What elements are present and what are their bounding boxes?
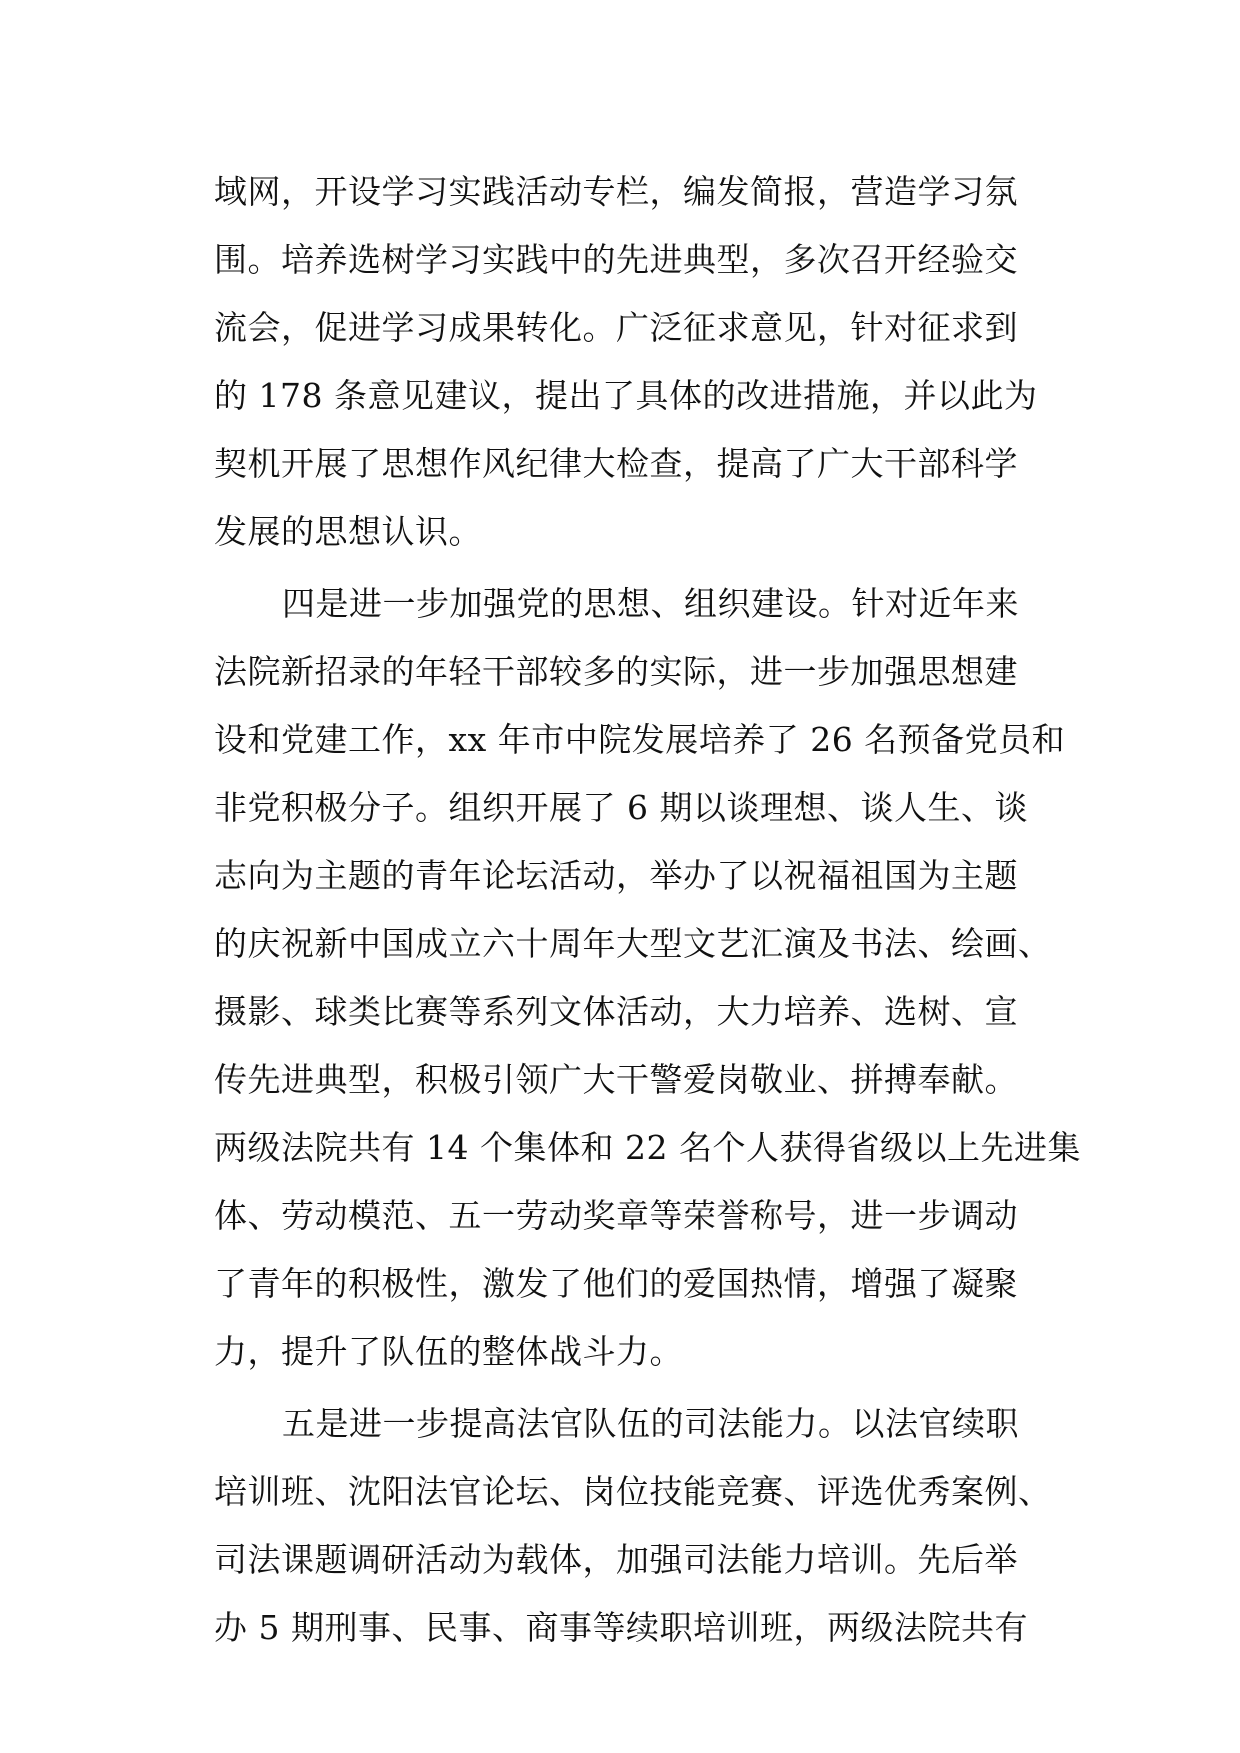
text-line: 摄影、球类比赛等系列文体活动，大力培养、选树、宣 [214,992,1018,1031]
text-line: 的 178 条意见建议，提出了具体的改进措施，并以此为 [214,376,1038,415]
paragraph-point-four [214,570,1081,1386]
paragraph-continued [214,158,1074,566]
text-line: 围。培养选树学习实践中的先进典型，多次召开经验交 [214,240,1018,279]
text-line: 了青年的积极性，激发了他们的爱国热情，增强了凝聚 [214,1264,1018,1303]
text-line: 法院新招录的年轻干部较多的实际，进一步加强思想建 [214,652,1018,691]
text-line: 办 5 期刑事、民事、商事等续职培训班，两级法院共有 [214,1608,1028,1647]
text-line: 志向为主题的青年论坛活动，举办了以祝福祖国为主题 [214,856,1018,895]
text-line: 契机开展了思想作风纪律大检查，提高了广大干部科学 [214,444,1018,483]
document-body [214,158,1081,1662]
text-line: 四是进一步加强党的思想、组织建设。针对近年来 [282,584,1019,623]
text-line: 两级法院共有 14 个集体和 22 名个人获得省级以上先进集 [214,1128,1081,1167]
text-line: 域网，开设学习实践活动专栏，编发简报，营造学习氛 [214,172,1018,211]
text-line: 体、劳动模范、五一劳动奖章等荣誉称号，进一步调动 [214,1196,1018,1235]
text-line: 非党积极分子。组织开展了 6 期以谈理想、谈人生、谈 [214,788,1028,827]
text-line: 设和党建工作，xx 年市中院发展培养了 26 名预备党员和 [214,720,1066,759]
paragraph-point-five [214,1390,1074,1662]
text-line: 发展的思想认识。 [214,512,482,551]
text-line: 力，提升了队伍的整体战斗力。 [214,1332,683,1371]
text-line: 传先进典型，积极引领广大干警爱岗敬业、拼搏奉献。 [214,1060,1018,1099]
text-line: 司法课题调研活动为载体，加强司法能力培训。先后举 [214,1540,1018,1579]
text-line: 的庆祝新中国成立六十周年大型文艺汇演及书法、绘画、 [214,924,1052,963]
text-line: 培训班、沈阳法官论坛、岗位技能竞赛、评选优秀案例、 [214,1472,1052,1511]
text-line: 五是进一步提高法官队伍的司法能力。以法官续职 [282,1404,1019,1443]
text-line: 流会，促进学习成果转化。广泛征求意见，针对征求到 [214,308,1018,347]
